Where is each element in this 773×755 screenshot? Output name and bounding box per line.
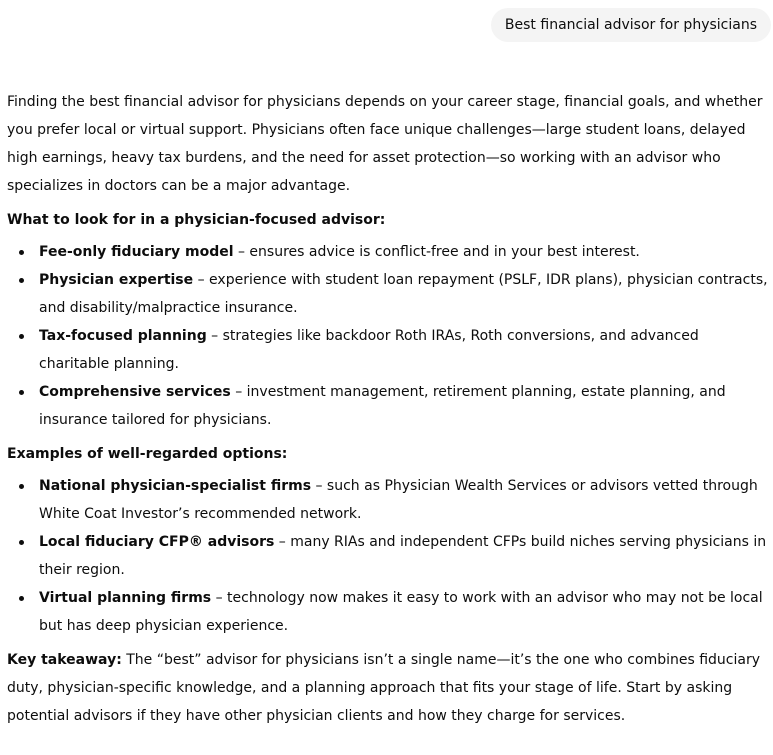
list-item bbox=[39, 322, 769, 378]
list-item-desc: – ensures advice is conflict-free and in your best interest. bbox=[233, 244, 640, 260]
list-item-term: Fee-only fiduciary model bbox=[39, 244, 234, 260]
list-item-desc: – investment management, retirement planning, estate planning, and insurance tailored for physicians. bbox=[39, 384, 726, 428]
user-message-bubble: Best financial advisor for physicians bbox=[491, 8, 771, 42]
list-item bbox=[39, 584, 769, 640]
section-heading-criteria: What to look for in a physician-focused advisor: bbox=[7, 212, 386, 228]
list-item-desc: – such as Physician Wealth Services or advisors vetted through White Coat Investor’s recommended network. bbox=[39, 478, 758, 522]
list-item-desc: – many RIAs and independent CFPs build niches serving physicians in their region. bbox=[39, 534, 767, 578]
criteria-list bbox=[7, 238, 769, 434]
takeaway-label: Key takeaway: bbox=[7, 652, 122, 668]
list-item bbox=[39, 378, 769, 434]
list-item bbox=[39, 238, 769, 266]
section-heading-examples: Examples of well-regarded options: bbox=[7, 446, 288, 462]
list-item bbox=[39, 266, 769, 322]
takeaway-text: The “best” advisor for physicians isn’t a single name—it’s the one who combines fiduciary duty, physician-specific knowledge, and a planning approach that fits your stage of life. Start by asking potential advisors if they have other physician clients and how they charge for services. bbox=[7, 652, 760, 724]
list-item-term: Physician expertise bbox=[39, 272, 194, 288]
user-message-row bbox=[491, 8, 771, 42]
list-item-desc: – strategies like backdoor Roth IRAs, Roth conversions, and advanced charitable planning. bbox=[39, 328, 699, 372]
list-item-term: Comprehensive services bbox=[39, 384, 231, 400]
list-item bbox=[39, 472, 769, 528]
list-item-desc: – technology now makes it easy to work with an advisor who may not be local but has deep physician experience. bbox=[39, 590, 763, 634]
intro-paragraph: Finding the best financial advisor for physicians depends on your career stage, financial goals, and whether you prefer local or virtual support. Physicians often face unique challenges—large student loans, delayed high earnings, heavy tax burdens, and the need for asset protection—so working with an advisor who specializes in doctors can be a major advantage. bbox=[7, 94, 763, 194]
list-item-term: Local fiduciary CFP® advisors bbox=[39, 534, 275, 550]
list-item-term: Virtual planning firms bbox=[39, 590, 212, 606]
examples-list bbox=[7, 472, 769, 640]
takeaway-paragraph bbox=[7, 646, 769, 730]
list-item-desc: – experience with student loan repayment (PSLF, IDR plans), physician contracts, and disability/malpractice insurance. bbox=[39, 272, 768, 316]
list-item-term: Tax-focused planning bbox=[39, 328, 207, 344]
list-item-term: National physician-specialist firms bbox=[39, 478, 312, 494]
assistant-response bbox=[7, 88, 769, 730]
list-item bbox=[39, 528, 769, 584]
